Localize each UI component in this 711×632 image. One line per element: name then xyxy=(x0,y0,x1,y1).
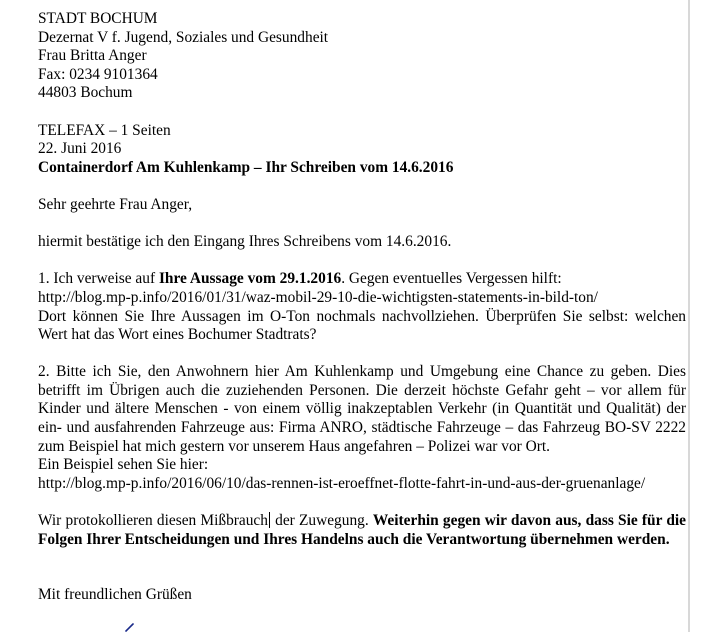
recipient-name: Frau Britta Anger xyxy=(38,47,147,65)
salutation: Sehr geehrte Frau Anger, xyxy=(38,195,193,213)
subject-text: Containerdorf Am Kuhlenkamp – Ihr Schreiben vom 14.6.2016 xyxy=(38,158,454,176)
paragraph-1 xyxy=(38,270,686,344)
paragraph-1-prefix: 1. Ich verweise auf xyxy=(38,270,159,288)
signature-stroke xyxy=(124,622,138,632)
paragraph-2-text: 2. Bitte ich Sie, den Anwohnern hier Am Kuhlenkamp und Umgebung eine Chance zu geben. Dies betrifft im Übrigen auch die zuziehenden Personen. Die derzeit höchste Gefahr geht – vor allem für Kinder und ältere Menschen - von einem völlig inakzeptablen Verkehr (in Quantität und Qualität) der ein- und ausfahrenden Fahrzeuge aus: Firma ANRO, städtische Fahrzeuge – das Fahrzeug BO-SV 2222 zum Beispiel hat mich gestern vor unserem Haus angefahren – Polizei war vor Ort. xyxy=(38,363,686,455)
page-edge-divider xyxy=(688,0,690,632)
telefax-label: TELEFAX – 1 Seiten xyxy=(38,121,171,139)
recipient-address xyxy=(38,10,686,103)
paragraph-1-link[interactable]: http://blog.mp-p.info/2016/01/31/waz-mobil-29-10-die-wichtigsten-statements-in-bild-ton/ xyxy=(38,288,598,306)
paragraph-1-rest: Dort können Sie Ihre Aussagen im O-Ton nochmals nachvollziehen. Überprüfen Sie selbst: welchen Wert hat das Wort eines Bochumer Stadtrats? xyxy=(38,307,686,344)
text-cursor xyxy=(269,512,270,528)
paragraph-2 xyxy=(38,363,686,493)
recipient-department: Dezernat V f. Jugend, Soziales und Gesundheit xyxy=(38,28,329,46)
intro-paragraph: hiermit bestätige ich den Eingang Ihres Schreibens vom 14.6.2016. xyxy=(38,233,452,251)
recipient-postcode: 44803 Bochum xyxy=(38,84,133,102)
paragraph-3 xyxy=(38,512,686,549)
recipient-fax: Fax: 0234 9101364 xyxy=(38,65,158,83)
paragraph-2-example-label: Ein Beispiel sehen Sie hier: xyxy=(38,456,209,474)
paragraph-1-suffix: . Gegen eventuelles Vergessen hilft: xyxy=(341,270,562,288)
recipient-city: STADT BOCHUM xyxy=(38,10,158,27)
paragraph-1-bold: Ihre Aussage vom 29.1.2016 xyxy=(158,270,342,288)
fax-letter xyxy=(38,10,686,605)
letter-header xyxy=(38,122,686,178)
paragraph-2-link[interactable]: http://blog.mp-p.info/2016/06/10/das-rennen-ist-eroeffnet-flotte-fahrt-in-und-aus-der-gruenanlage/ xyxy=(38,474,646,492)
closing: Mit freundlichen Grüßen xyxy=(38,586,192,604)
letter-date: 22. Juni 2016 xyxy=(38,140,122,158)
paragraph-1-first-line xyxy=(38,270,686,289)
letter-subject xyxy=(38,159,686,178)
paragraph-3-bold: Weiterhin gegen wir davon aus, dass Sie für die Folgen Ihrer Entscheidungen und Ihres Handelns auch die Verantwortung übernehmen werden. xyxy=(38,512,686,548)
paragraph-3-text-a: Wir protokollieren diesen Mißbrauch xyxy=(38,512,268,530)
paragraph-3-text-b: der Zuwegung. xyxy=(270,512,373,530)
